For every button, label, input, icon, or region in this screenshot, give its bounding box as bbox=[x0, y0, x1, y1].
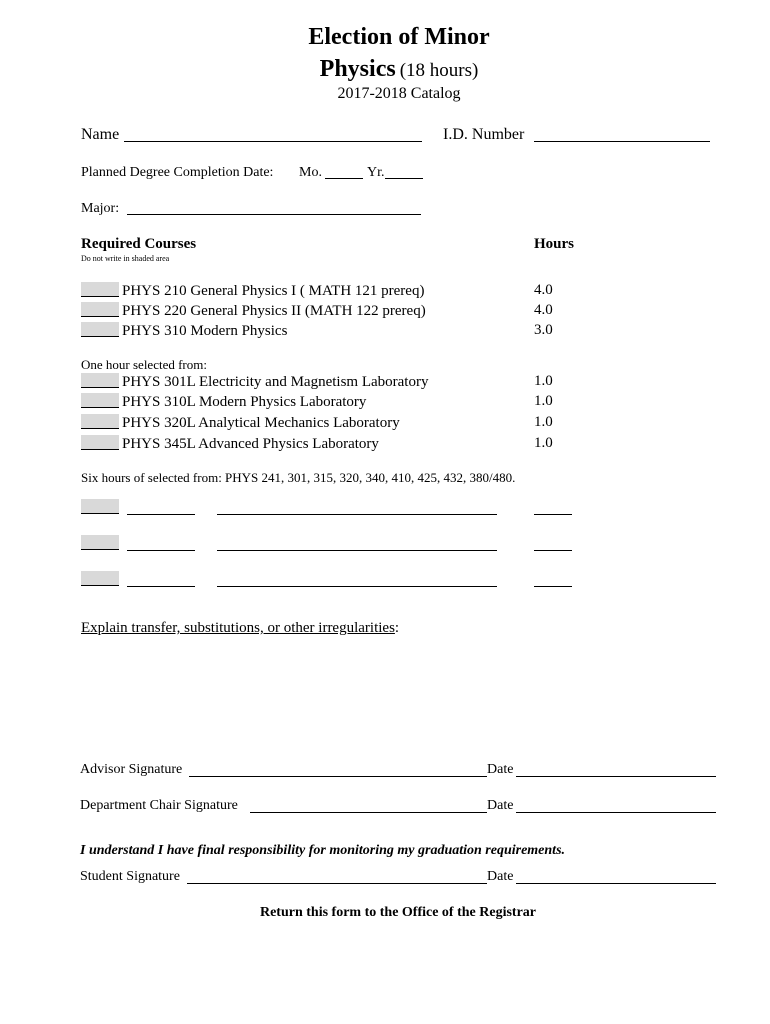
course-hours: 4.0 bbox=[534, 282, 553, 298]
shaded-check-area bbox=[81, 302, 119, 317]
shaded-check-area bbox=[81, 414, 119, 429]
id-number-field[interactable] bbox=[534, 141, 710, 142]
course-hours: 1.0 bbox=[534, 414, 553, 430]
electives-heading: Six hours of selected from: PHYS 241, 301, 315, 320, 340, 410, 425, 432, 380/480. bbox=[81, 470, 516, 485]
student-signature-field[interactable] bbox=[187, 883, 487, 884]
shaded-check-area bbox=[81, 435, 119, 450]
course-label: PHYS 345L Advanced Physics Laboratory bbox=[122, 436, 379, 452]
course-label: PHYS 301L Electricity and Magnetism Laboratory bbox=[122, 374, 429, 390]
advisor-signature-label: Advisor Signature bbox=[80, 762, 183, 777]
explain-area[interactable] bbox=[81, 642, 711, 752]
year-label: Yr. bbox=[367, 165, 385, 180]
course-row bbox=[81, 373, 428, 391]
elective-course-title-field[interactable] bbox=[217, 586, 497, 587]
return-note: Return this form to the Office of the Registrar bbox=[259, 905, 537, 920]
chair-signature-field[interactable] bbox=[250, 812, 487, 813]
shaded-check-area bbox=[81, 393, 119, 408]
course-row bbox=[81, 414, 400, 432]
course-row bbox=[81, 282, 424, 300]
responsibility-statement: I understand I have final responsibility for monitoring my graduation requirements. bbox=[80, 843, 566, 858]
id-number-label: I.D. Number bbox=[443, 126, 525, 143]
chair-signature-label: Department Chair Signature bbox=[80, 798, 238, 813]
hours-heading: Hours bbox=[534, 236, 575, 252]
shaded-check-area bbox=[81, 282, 119, 297]
advisor-signature-field[interactable] bbox=[189, 776, 487, 777]
course-hours: 4.0 bbox=[534, 302, 553, 318]
elective-course-number-field[interactable] bbox=[127, 514, 195, 515]
course-hours: 1.0 bbox=[534, 435, 553, 451]
subject-name: Physics bbox=[319, 56, 396, 82]
name-label: Name bbox=[81, 126, 120, 143]
course-label: PHYS 220 General Physics II (MATH 122 prereq) bbox=[122, 303, 426, 319]
course-label: PHYS 310 Modern Physics bbox=[122, 323, 288, 339]
student-date-field[interactable] bbox=[516, 883, 716, 884]
advisor-date-field[interactable] bbox=[516, 776, 716, 777]
explain-label bbox=[81, 620, 399, 637]
shaded-area-note: Do not write in shaded area bbox=[81, 254, 170, 263]
shaded-check-area bbox=[81, 499, 119, 514]
course-hours: 1.0 bbox=[534, 373, 553, 389]
major-field[interactable] bbox=[127, 214, 421, 215]
completion-date-label: Planned Degree Completion Date: bbox=[81, 165, 274, 180]
course-label: PHYS 210 General Physics I ( MATH 121 prereq) bbox=[122, 283, 425, 299]
subject-hours: (18 hours) bbox=[399, 60, 479, 81]
course-row bbox=[81, 322, 287, 340]
explain-text: Explain transfer, substitutions, or other irregularities bbox=[81, 620, 395, 636]
lab-heading: One hour selected from: bbox=[81, 357, 207, 372]
elective-course-title-field[interactable] bbox=[217, 514, 497, 515]
course-hours: 1.0 bbox=[534, 393, 553, 409]
elective-course-number-field[interactable] bbox=[127, 586, 195, 587]
catalog-year: 2017-2018 Catalog bbox=[337, 85, 461, 102]
explain-colon: : bbox=[394, 620, 400, 636]
shaded-check-area bbox=[81, 571, 119, 586]
month-label: Mo. bbox=[299, 165, 322, 180]
elective-course-title-field[interactable] bbox=[217, 550, 497, 551]
elective-hours-field[interactable] bbox=[534, 586, 572, 587]
year-field[interactable] bbox=[385, 178, 423, 179]
name-field[interactable] bbox=[124, 141, 422, 142]
course-row bbox=[81, 302, 426, 320]
course-hours: 3.0 bbox=[534, 322, 553, 338]
elective-course-number-field[interactable] bbox=[127, 550, 195, 551]
elective-hours-field[interactable] bbox=[534, 514, 572, 515]
course-row bbox=[81, 435, 379, 453]
shaded-check-area bbox=[81, 322, 119, 337]
student-date-label: Date bbox=[487, 869, 514, 884]
course-label: PHYS 310L Modern Physics Laboratory bbox=[122, 394, 367, 410]
chair-date-field[interactable] bbox=[516, 812, 716, 813]
course-row bbox=[81, 393, 366, 411]
required-courses-heading: Required Courses bbox=[81, 236, 197, 252]
form-title: Election of Minor bbox=[308, 24, 490, 50]
student-signature-label: Student Signature bbox=[80, 869, 180, 884]
month-field[interactable] bbox=[325, 178, 363, 179]
shaded-check-area bbox=[81, 373, 119, 388]
chair-date-label: Date bbox=[487, 798, 514, 813]
subject-line bbox=[0, 56, 770, 83]
shaded-check-area bbox=[81, 535, 119, 550]
course-label: PHYS 320L Analytical Mechanics Laboratory bbox=[122, 415, 400, 431]
advisor-date-label: Date bbox=[487, 762, 514, 777]
elective-hours-field[interactable] bbox=[534, 550, 572, 551]
major-label: Major: bbox=[81, 201, 120, 216]
